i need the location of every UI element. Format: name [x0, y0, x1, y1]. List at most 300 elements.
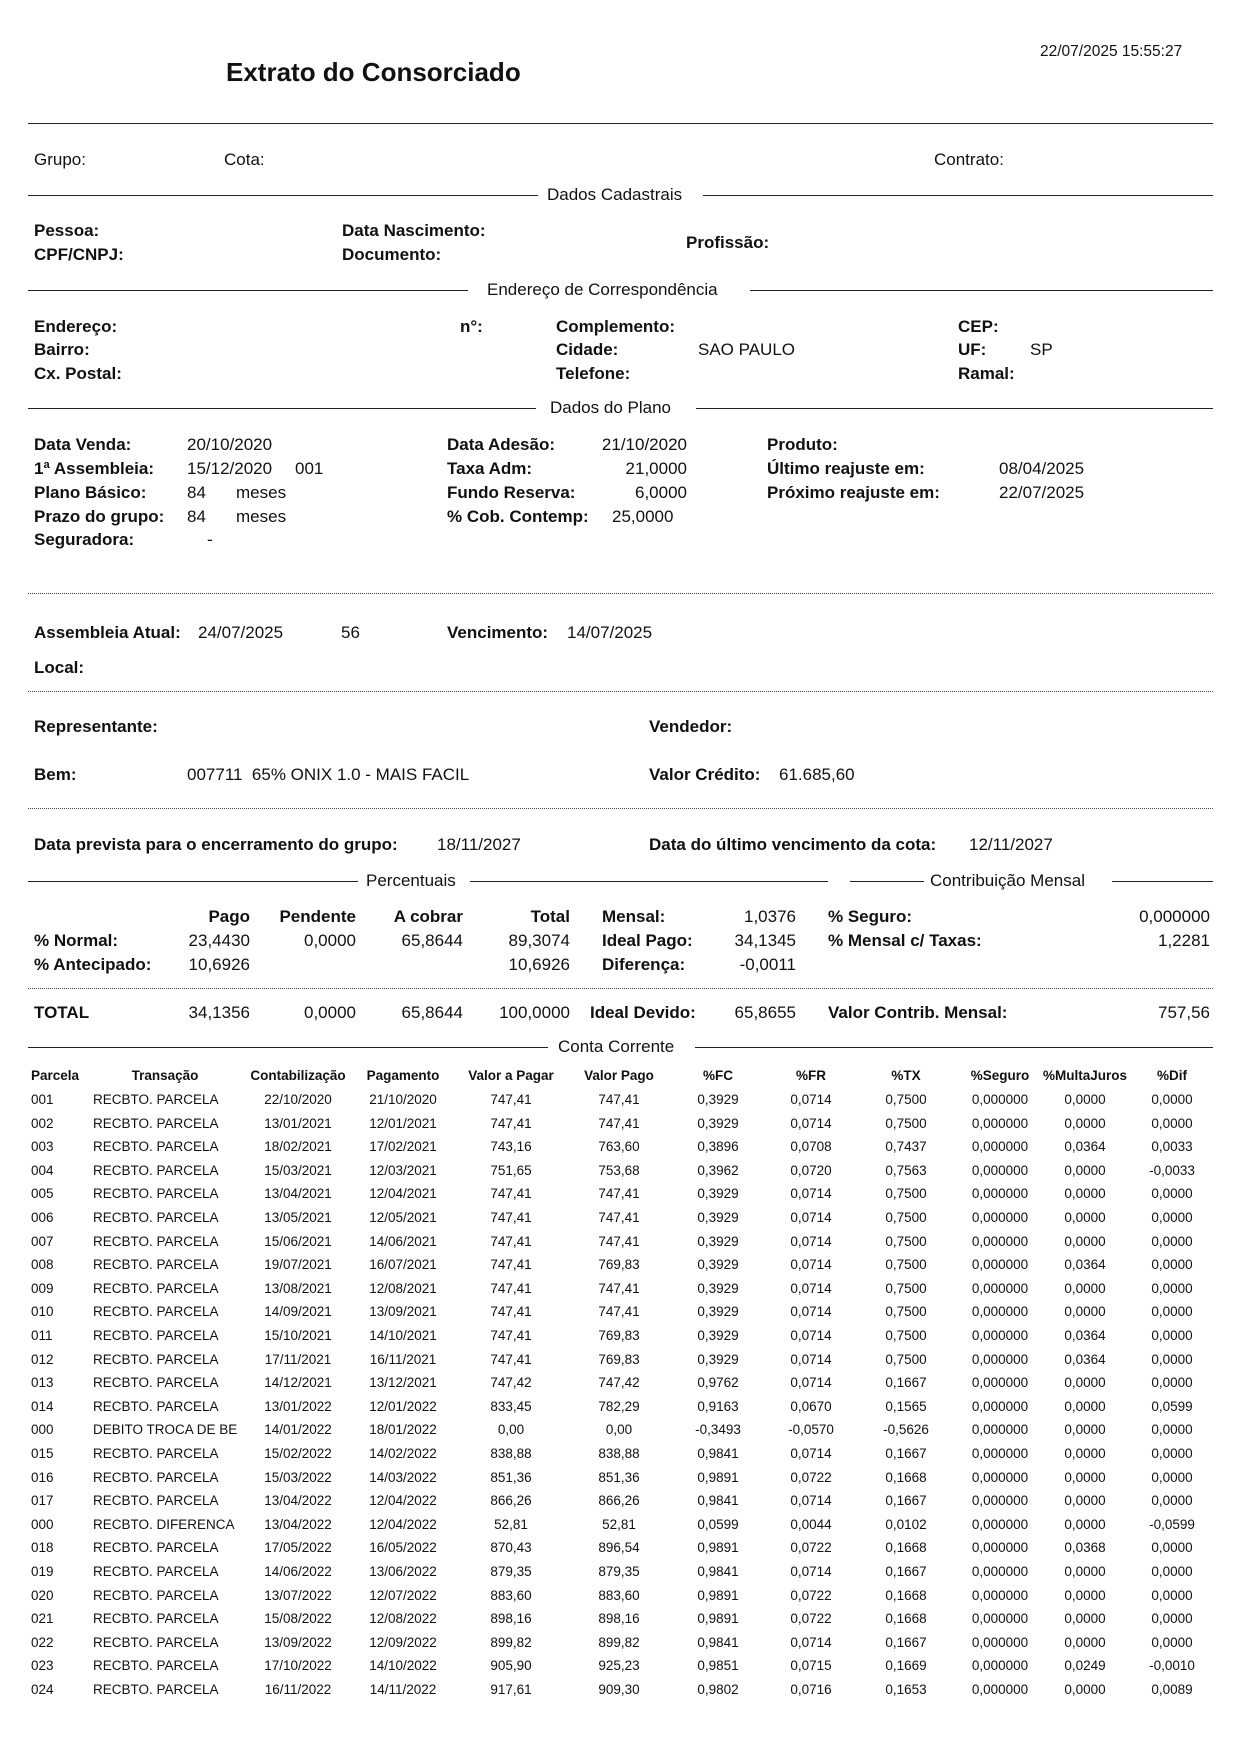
vendedor-label: Vendedor: — [649, 717, 733, 736]
table-cell: 0,000000 — [971, 1540, 1029, 1556]
table-cell: 747,41 — [598, 1280, 640, 1296]
table-cell: 0,0000 — [1064, 1233, 1106, 1249]
table-row — [0, 1257, 1241, 1281]
profissao-label: Profissão: — [686, 233, 770, 252]
table-cell: 17/02/2021 — [369, 1139, 437, 1155]
table-cell: 899,82 — [490, 1634, 532, 1650]
table-cell: 747,41 — [490, 1186, 532, 1202]
table-cell: 751,65 — [490, 1162, 532, 1178]
table-cell: 0,000000 — [971, 1186, 1029, 1202]
table-cell: 021 — [31, 1611, 54, 1627]
table-cell: 12/04/2021 — [369, 1186, 437, 1202]
cidade-label: Cidade: — [556, 340, 619, 359]
complemento-label: Complemento: — [556, 317, 675, 336]
prazo-grupo-value: 84 — [187, 507, 206, 526]
primeira-assembleia-num: 001 — [295, 459, 324, 478]
table-cell: 0,1667 — [885, 1564, 927, 1579]
table-cell: 0,3929 — [697, 1233, 739, 1249]
table-cell: 782,29 — [598, 1398, 640, 1414]
section-dados-cadastrais — [28, 185, 1213, 204]
total-pendente: 0,0000 — [304, 1003, 356, 1022]
table-cell: 17/05/2022 — [264, 1540, 332, 1556]
table-cell: 012 — [31, 1351, 54, 1367]
table-cell: 0,3929 — [697, 1351, 739, 1367]
table-cell: 12/01/2021 — [369, 1115, 437, 1131]
table-cell: 0,0000 — [1151, 1564, 1193, 1579]
table-cell: RECBTO. PARCELA — [93, 1351, 219, 1367]
table-cell: 13/09/2021 — [369, 1304, 437, 1320]
table-cell: -0,3493 — [695, 1422, 741, 1438]
table-cell: 005 — [31, 1186, 54, 1202]
table-cell: 0,0000 — [1064, 1162, 1106, 1178]
table-cell: 0,1667 — [885, 1375, 927, 1391]
table-cell: 0,0249 — [1064, 1658, 1106, 1674]
table-cell: 13/07/2022 — [264, 1587, 332, 1603]
table-cell: RECBTO. DIFERENCA — [93, 1516, 235, 1532]
table-cell: 15/03/2021 — [264, 1162, 332, 1178]
telefone-label: Telefone: — [556, 364, 631, 383]
cob-contemp-label: % Cob. Contemp: — [447, 507, 589, 526]
table-cell: 0,0714 — [790, 1446, 832, 1461]
table-cell: 0,9891 — [697, 1469, 739, 1485]
table-cell: 0,0000 — [1151, 1115, 1193, 1131]
cidade-value: SAO PAULO — [698, 340, 795, 359]
table-cell: 747,42 — [598, 1375, 640, 1391]
table-cell: 898,16 — [598, 1611, 640, 1627]
table-cell: 0,0714 — [790, 1634, 832, 1650]
table-row — [0, 1658, 1241, 1682]
ultimo-vencimento-label: Data do último vencimento da cota: — [649, 835, 937, 854]
table-cell: 0,000000 — [971, 1375, 1029, 1391]
table-cell: 898,16 — [490, 1611, 532, 1627]
table-cell: 0,0033 — [1151, 1139, 1193, 1155]
table-cell: 747,41 — [490, 1351, 532, 1367]
table-cell: 0,3929 — [697, 1280, 739, 1296]
table-cell: 19/07/2021 — [264, 1257, 332, 1273]
section-title: Conta Corrente — [552, 1037, 680, 1057]
table-row — [0, 1540, 1241, 1564]
table-cell: 0,000000 — [971, 1446, 1029, 1461]
section-title: Percentuais — [360, 871, 462, 891]
taxa-adm-value: 21,0000 — [625, 459, 687, 478]
table-cell: 0,7437 — [885, 1139, 927, 1155]
table-cell: 0,1667 — [885, 1493, 927, 1509]
table-cell: 13/04/2021 — [264, 1186, 332, 1202]
table-cell: 14/06/2021 — [369, 1233, 437, 1249]
table-cell: 13/05/2021 — [264, 1210, 332, 1225]
table-row — [0, 1470, 1241, 1494]
uf-value: SP — [1030, 340, 1053, 359]
table-cell: RECBTO. PARCELA — [93, 1186, 219, 1202]
table-cell: 0,0000 — [1064, 1186, 1106, 1202]
table-cell: -0,0599 — [1149, 1516, 1195, 1532]
table-cell: 0,0000 — [1151, 1328, 1193, 1343]
table-cell: 0,7500 — [885, 1257, 927, 1273]
table-cell: 12/07/2022 — [369, 1587, 437, 1603]
dotted-divider — [28, 691, 1213, 692]
table-cell: 0,000000 — [971, 1682, 1029, 1697]
cep-label: CEP: — [958, 317, 999, 336]
column-header: Valor Pago — [584, 1068, 654, 1083]
table-cell: 0,0000 — [1151, 1611, 1193, 1627]
table-cell: 747,41 — [490, 1280, 532, 1296]
table-cell: 0,0364 — [1064, 1351, 1106, 1367]
table-cell: 753,68 — [598, 1162, 640, 1178]
column-header: Parcela — [31, 1068, 80, 1083]
plano-basico-unit: meses — [236, 483, 287, 502]
table-row — [0, 1446, 1241, 1470]
table-cell: 000 — [31, 1516, 54, 1532]
section-title: Contribuição Mensal — [924, 871, 1091, 891]
dotted-divider — [28, 593, 1213, 594]
local-label: Local: — [34, 658, 85, 677]
table-cell: 866,26 — [598, 1493, 640, 1509]
table-cell: RECBTO. PARCELA — [93, 1469, 219, 1485]
table-cell: 0,000000 — [971, 1398, 1029, 1414]
table-cell: RECBTO. PARCELA — [93, 1162, 219, 1178]
table-cell: 0,0044 — [790, 1516, 832, 1532]
table-cell: 13/04/2022 — [264, 1493, 332, 1509]
table-cell: 0,0714 — [790, 1493, 832, 1509]
vencimento-value: 14/07/2025 — [567, 623, 653, 642]
table-cell: 0,000000 — [971, 1162, 1029, 1178]
table-cell: 002 — [31, 1115, 54, 1131]
produto-label: Produto: — [767, 435, 838, 454]
total-a-cobrar: 65,8644 — [401, 1003, 463, 1022]
table-cell: 0,9762 — [697, 1375, 739, 1391]
table-cell: 0,7500 — [885, 1233, 927, 1249]
table-cell: 0,0720 — [790, 1162, 832, 1178]
table-cell: 0,0000 — [1064, 1469, 1106, 1485]
vencimento-label: Vencimento: — [447, 623, 549, 642]
antecipado-total: 10,6926 — [508, 955, 570, 974]
table-cell: 747,41 — [598, 1304, 640, 1320]
table-cell: 0,0000 — [1064, 1280, 1106, 1296]
table-cell: 769,83 — [598, 1257, 640, 1273]
section-title: Dados do Plano — [544, 398, 677, 418]
table-cell: RECBTO. PARCELA — [93, 1634, 219, 1650]
data-adesao-label: Data Adesão: — [447, 435, 556, 454]
table-cell: 769,83 — [598, 1351, 640, 1367]
table-cell: 0,000000 — [971, 1328, 1029, 1343]
table-cell: 0,7500 — [885, 1092, 927, 1107]
table-cell: 0,0599 — [1151, 1398, 1193, 1414]
table-cell: 016 — [31, 1469, 54, 1485]
table-cell: 14/11/2022 — [369, 1682, 437, 1697]
table-cell: 0,000000 — [971, 1280, 1029, 1296]
table-cell: 024 — [31, 1682, 54, 1697]
table-cell: RECBTO. PARCELA — [93, 1540, 219, 1556]
table-cell: 0,0716 — [790, 1682, 832, 1697]
antecipado-label: % Antecipado: — [34, 955, 152, 974]
table-cell: 0,000000 — [971, 1634, 1029, 1650]
table-cell: 0,3962 — [697, 1162, 739, 1178]
table-cell: RECBTO. PARCELA — [93, 1564, 219, 1579]
table-row — [0, 1682, 1241, 1706]
table-cell: 0,0364 — [1064, 1328, 1106, 1343]
normal-a-cobrar: 65,8644 — [401, 931, 463, 950]
seguro-label: % Seguro: — [828, 907, 913, 926]
report-timestamp: 22/07/2025 15:55:27 — [1040, 43, 1183, 60]
table-cell: -0,0033 — [1149, 1162, 1195, 1178]
table-cell: 12/09/2022 — [369, 1634, 437, 1650]
table-row — [0, 1092, 1241, 1116]
normal-pendente: 0,0000 — [304, 931, 356, 950]
table-cell: 006 — [31, 1210, 54, 1225]
table-cell: 747,42 — [490, 1375, 532, 1391]
table-row — [0, 1375, 1241, 1399]
table-row — [0, 1517, 1241, 1541]
table-cell: 0,000000 — [971, 1257, 1029, 1273]
assembleia-atual-num: 56 — [341, 623, 360, 642]
table-cell: 0,1653 — [885, 1682, 927, 1697]
primeira-assembleia-value: 15/12/2020 — [187, 459, 273, 478]
table-cell: 0,000000 — [971, 1139, 1029, 1155]
table-cell: 0,0000 — [1151, 1469, 1193, 1485]
table-cell: 0,0708 — [790, 1139, 832, 1155]
column-header: %MultaJuros — [1042, 1068, 1127, 1083]
contrib-mensal-value: 757,56 — [1158, 1003, 1210, 1022]
table-row — [0, 1611, 1241, 1635]
cob-contemp-value: 25,0000 — [612, 507, 674, 526]
prazo-grupo-unit: meses — [236, 507, 287, 526]
table-cell: 003 — [31, 1139, 54, 1155]
table-cell: 009 — [31, 1280, 54, 1296]
table-cell: 014 — [31, 1398, 54, 1414]
table-cell: 001 — [31, 1092, 54, 1107]
table-cell: 0,0000 — [1151, 1186, 1193, 1202]
table-cell: 879,35 — [490, 1564, 532, 1579]
contrib-mensal-label: Valor Contrib. Mensal: — [828, 1003, 1008, 1022]
table-cell: 0,3929 — [697, 1186, 739, 1202]
table-cell: 15/03/2022 — [264, 1469, 332, 1485]
table-cell: 909,30 — [598, 1682, 640, 1697]
table-cell: 0,0000 — [1064, 1115, 1106, 1131]
table-cell: 763,60 — [598, 1139, 640, 1155]
table-cell: 0,000000 — [971, 1092, 1029, 1107]
table-cell: 16/07/2021 — [369, 1257, 437, 1273]
table-cell: 0,000000 — [971, 1611, 1029, 1627]
valor-credito-value: 61.685,60 — [779, 765, 855, 784]
cota-label: Cota: — [224, 150, 265, 169]
table-row — [0, 1186, 1241, 1210]
table-cell: 769,83 — [598, 1328, 640, 1343]
uf-label: UF: — [958, 340, 987, 359]
table-cell: 0,0000 — [1064, 1587, 1106, 1603]
table-row — [0, 1328, 1241, 1352]
table-cell: 010 — [31, 1304, 54, 1320]
table-cell: 14/10/2022 — [369, 1658, 437, 1674]
table-cell: 0,0714 — [790, 1375, 832, 1391]
table-cell: 15/02/2022 — [264, 1446, 332, 1461]
table-cell: 16/11/2021 — [369, 1351, 437, 1367]
table-cell: 0,0722 — [790, 1469, 832, 1485]
table-cell: 14/01/2022 — [264, 1422, 332, 1438]
table-row — [0, 1210, 1241, 1234]
column-header: %Dif — [1157, 1068, 1187, 1083]
table-row — [0, 1234, 1241, 1258]
table-cell: 0,0000 — [1064, 1304, 1106, 1320]
table-cell: 0,0364 — [1064, 1139, 1106, 1155]
numero-label: n°: — [460, 317, 483, 336]
table-cell: 0,000000 — [971, 1658, 1029, 1674]
table-cell: 0,0000 — [1064, 1611, 1106, 1627]
table-row — [0, 1588, 1241, 1612]
section-endereco — [28, 280, 1213, 299]
assembleia-atual-label: Assembleia Atual: — [34, 623, 181, 642]
seguro-value: 0,000000 — [1139, 907, 1210, 926]
table-row — [0, 1564, 1241, 1588]
table-cell: 0,0000 — [1064, 1634, 1106, 1650]
total-total: 100,0000 — [499, 1003, 570, 1022]
table-cell: 14/10/2021 — [369, 1328, 437, 1343]
table-cell: 12/04/2022 — [369, 1493, 437, 1509]
normal-pago: 23,4430 — [188, 931, 250, 950]
table-cell: 0,0000 — [1064, 1375, 1106, 1391]
mensal-taxas-label: % Mensal c/ Taxas: — [828, 931, 982, 950]
table-cell: 0,1669 — [885, 1658, 927, 1674]
table-cell: 0,0089 — [1151, 1682, 1193, 1697]
table-cell: 0,9841 — [697, 1493, 739, 1509]
table-cell: 12/01/2022 — [369, 1398, 437, 1414]
table-row — [0, 1116, 1241, 1140]
table-cell: 52,81 — [494, 1516, 528, 1532]
encerramento-value: 18/11/2027 — [437, 835, 521, 854]
table-row — [0, 1281, 1241, 1305]
pessoa-label: Pessoa: — [34, 221, 100, 240]
table-cell: 019 — [31, 1564, 54, 1579]
table-row — [0, 1352, 1241, 1376]
table-cell: 12/05/2021 — [369, 1210, 437, 1225]
table-cell: 0,000000 — [971, 1493, 1029, 1509]
table-cell: 17/10/2022 — [264, 1658, 332, 1674]
table-cell: 0,000000 — [971, 1233, 1029, 1249]
table-cell: 011 — [31, 1328, 53, 1343]
table-cell: -0,5626 — [883, 1422, 929, 1438]
table-cell: 0,0714 — [790, 1115, 832, 1131]
col-pago: Pago — [208, 907, 250, 926]
table-cell: 0,0714 — [790, 1351, 832, 1367]
table-cell: 0,0714 — [790, 1304, 832, 1320]
endereco-label: Endereço: — [34, 317, 118, 336]
table-cell: 0,0000 — [1064, 1092, 1106, 1107]
table-cell: 0,0000 — [1151, 1587, 1193, 1603]
table-cell: 13/08/2021 — [264, 1280, 332, 1296]
table-cell: 0,1668 — [885, 1587, 927, 1603]
table-row — [0, 1399, 1241, 1423]
table-cell: 015 — [31, 1446, 54, 1461]
table-cell: RECBTO. PARCELA — [93, 1210, 219, 1225]
table-cell: 13/09/2022 — [264, 1634, 332, 1650]
table-cell: 0,0714 — [790, 1280, 832, 1296]
table-cell: 0,0714 — [790, 1233, 832, 1249]
table-cell: 0,0714 — [790, 1564, 832, 1579]
column-header: Pagamento — [366, 1068, 440, 1083]
encerramento-label: Data prevista para o encerramento do grupo: — [34, 835, 398, 854]
contrato-label: Contrato: — [934, 150, 1004, 169]
mensal-label: Mensal: — [602, 907, 666, 926]
table-cell: 0,000000 — [971, 1304, 1029, 1320]
table-cell: 0,9891 — [697, 1587, 739, 1603]
table-cell: DEBITO TROCA DE BE — [93, 1422, 238, 1438]
table-cell: 0,0000 — [1151, 1233, 1193, 1249]
table-cell: 896,54 — [598, 1540, 640, 1556]
table-cell: 0,3929 — [697, 1328, 739, 1343]
table-cell: 0,000000 — [971, 1469, 1029, 1485]
table-cell: 15/06/2021 — [264, 1233, 332, 1249]
table-cell: 13/01/2021 — [264, 1115, 332, 1131]
table-cell: 0,0000 — [1064, 1422, 1106, 1438]
ideal-devido-label: Ideal Devido: — [590, 1003, 696, 1022]
table-cell: 13/04/2022 — [264, 1516, 332, 1532]
table-cell: -0,0010 — [1149, 1658, 1195, 1674]
table-cell: 0,9841 — [697, 1564, 739, 1579]
primeira-assembleia-label: 1ª Assembleia: — [34, 459, 154, 478]
representante-label: Representante: — [34, 717, 158, 736]
table-cell: 851,36 — [598, 1469, 640, 1485]
table-cell: 0,0714 — [790, 1257, 832, 1273]
table-cell: 0,7500 — [885, 1328, 927, 1343]
table-cell: 0,1565 — [885, 1398, 927, 1414]
proximo-reajuste-label: Próximo reajuste em: — [767, 483, 940, 502]
ramal-label: Ramal: — [958, 364, 1015, 383]
table-cell: 747,41 — [490, 1115, 532, 1131]
table-cell: 0,0000 — [1151, 1634, 1193, 1650]
table-row — [0, 1422, 1241, 1446]
table-cell: 15/08/2022 — [264, 1611, 332, 1627]
seguradora-label: Seguradora: — [34, 530, 135, 549]
mensal-value: 1,0376 — [744, 907, 796, 926]
table-cell: 0,000000 — [971, 1564, 1029, 1579]
table-cell: 018 — [31, 1540, 54, 1556]
table-cell: RECBTO. PARCELA — [93, 1658, 219, 1674]
column-header: %FR — [796, 1068, 826, 1083]
table-cell: 0,0722 — [790, 1540, 832, 1556]
column-header: Valor a Pagar — [468, 1068, 554, 1083]
data-venda-value: 20/10/2020 — [187, 435, 273, 454]
table-cell: 0,000000 — [971, 1210, 1029, 1225]
column-header: Transação — [131, 1068, 199, 1083]
table-cell: 833,45 — [490, 1398, 532, 1414]
table-cell: 0,9851 — [697, 1658, 739, 1674]
table-cell: RECBTO. PARCELA — [93, 1682, 219, 1697]
table-row — [0, 1304, 1241, 1328]
table-cell: 0,9841 — [697, 1446, 739, 1461]
table-cell: 0,0715 — [790, 1658, 832, 1674]
table-cell: RECBTO. PARCELA — [93, 1611, 219, 1627]
table-cell: 747,41 — [598, 1186, 640, 1202]
mensal-taxas-value: 1,2281 — [1158, 931, 1210, 950]
table-cell: RECBTO. PARCELA — [93, 1446, 219, 1461]
table-cell: 0,0000 — [1151, 1304, 1193, 1320]
table-cell: 0,0000 — [1064, 1493, 1106, 1509]
antecipado-pago: 10,6926 — [188, 955, 250, 974]
table-cell: 022 — [31, 1634, 54, 1650]
table-cell: 838,88 — [490, 1446, 532, 1461]
table-cell: 21/10/2020 — [369, 1092, 437, 1107]
table-cell: 0,000000 — [971, 1516, 1029, 1532]
table-cell: 14/09/2021 — [264, 1304, 332, 1320]
table-cell: 0,0000 — [1151, 1422, 1193, 1438]
table-cell: 0,7500 — [885, 1115, 927, 1131]
table-cell: 12/08/2022 — [369, 1611, 437, 1627]
table-cell: 747,41 — [490, 1328, 532, 1343]
table-cell: 0,9163 — [697, 1398, 739, 1414]
assembleia-atual-value: 24/07/2025 — [198, 623, 284, 642]
table-cell: 12/03/2021 — [369, 1162, 437, 1178]
section-percentuais — [28, 871, 1213, 890]
diferenca-value: -0,0011 — [739, 955, 796, 974]
